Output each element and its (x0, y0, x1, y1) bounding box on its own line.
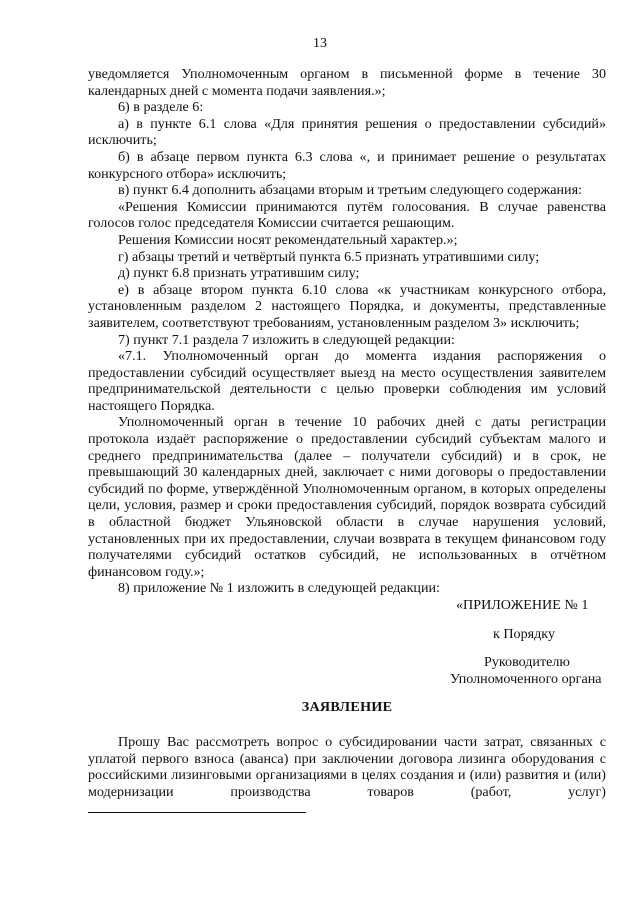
paragraph-item-7: 7) пункт 7.1 раздела 7 изложить в следующей редакции: (118, 331, 455, 348)
fill-in-line[interactable] (88, 800, 306, 813)
addressee-line-2: Уполномоченного органа (450, 670, 602, 687)
paragraph-notice: уведомляется Уполномоченным органом в письменной форме в течение 30 календарных дней с момента подачи заявления.»; (88, 66, 606, 99)
document-body (88, 66, 606, 818)
paragraph-item-6d: д) пункт 6.8 признать утратившим силу; (118, 265, 360, 282)
paragraph-authorized-body: Уполномоченный орган в течение 10 рабочих дней с даты регистрации протокола издаёт распоряжение о предоставлении субсидий субъектам малого и среднего предпринимательства (далее – получатели субсидий) и в срок, не превышающий 30 календарных дней, заключает с ними договоры о предоставлении субсидий по форме, утверждённой Уполномоченным органом, в которых определены цели, условия, размер и сроки предоставления субсидий, порядок возврата субсидий в областной бюджет Ульяновской области в случае нарушения условий, установленных при их предоставлении, случаи возврата в текущем финансовом году получателями субсидий остатков субсидий, не использованных в отчётном финансовом году.»; (88, 414, 606, 580)
appendix-to-order: к Порядку (493, 625, 555, 642)
paragraph-item-6e: е) в абзаце втором пункта 6.10 слова «к участникам конкурсного отбора, установленным разделом 2 настоящего Порядка, и документы, представленные заявителем, соответствуют требованиям, установленным разделом 3» исключить; (88, 281, 606, 331)
page-number: 13 (313, 36, 327, 51)
paragraph-commission-voting: «Решения Комиссии принимаются путём голосования. В случае равенства голосов голос председателя Комиссии считается решающим. (88, 198, 606, 232)
addressee-line-1: Руководителю (484, 654, 570, 671)
paragraph-commission-advisory: Решения Комиссии носят рекомендательный характер.»; (118, 231, 458, 248)
paragraph-item-7-1: «7.1. Уполномоченный орган до момента издания распоряжения о предоставлении субсидий осуществляет выезд на место осуществления заявителем предпринимательской деятельности с целью проверки соблюдения им условий настоящего Порядка. (88, 348, 606, 414)
paragraph-item-6v: в) пункт 6.4 дополнить абзацами вторым и третьим следующего содержания: (118, 182, 582, 199)
statement-title: ЗАЯВЛЕНИЕ (301, 699, 393, 716)
statement-text: Прошу Вас рассмотреть вопрос о субсидировании части затрат, связанных с уплатой первого взноса (аванса) при заключении договора лизинга оборудования с российскими лизинговыми организациями в целях создания и (или) развития и (или) модернизации производства товаров (работ, услуг) (88, 733, 606, 800)
paragraph-item-6a: а) в пункте 6.1 слова «Для принятия решения о предоставлении субсидий» исключить; (88, 115, 606, 149)
statement-paragraph (88, 734, 606, 818)
paragraph-item-6b: б) в абзаце первом пункта 6.3 слова «, и принимает решение о результатах конкурсного отбора» исключить; (88, 148, 606, 182)
paragraph-item-6: 6) в разделе 6: (118, 99, 204, 116)
paragraph-item-8: 8) приложение № 1 изложить в следующей редакции: (118, 580, 440, 597)
paragraph-item-6g: г) абзацы третий и четвёртый пункта 6.5 признать утратившими силу; (118, 248, 540, 265)
appendix-heading: «ПРИЛОЖЕНИЕ № 1 (456, 597, 589, 613)
